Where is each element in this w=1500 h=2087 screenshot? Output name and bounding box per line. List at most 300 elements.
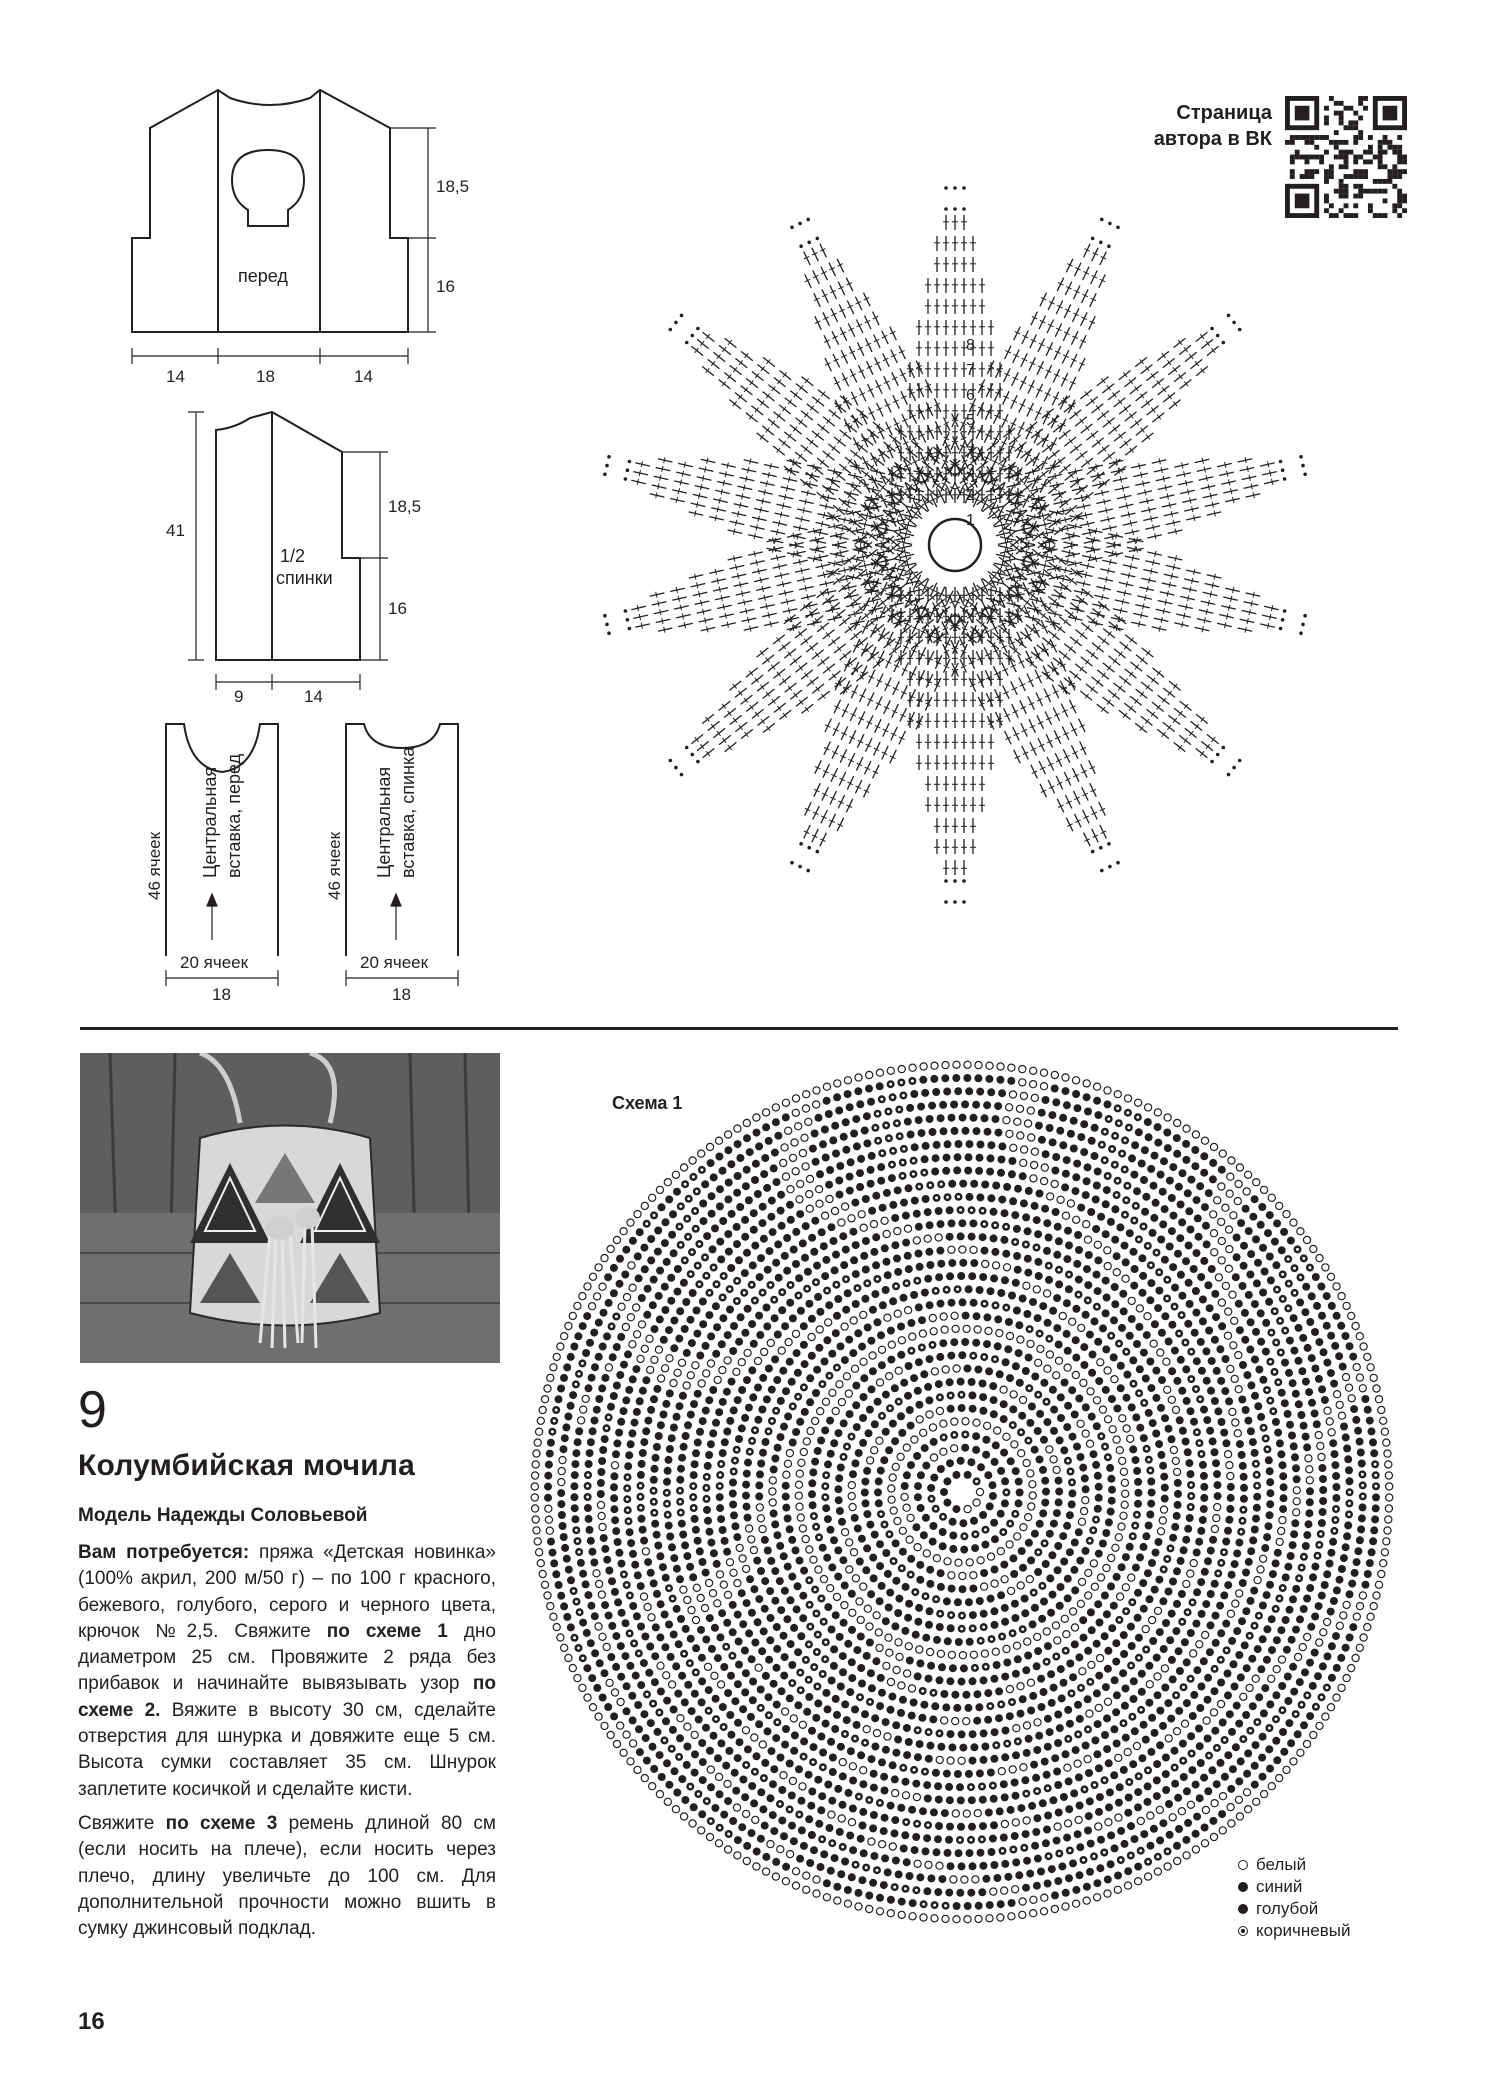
stitch-blue (830, 1662, 838, 1670)
stitch-white (1046, 1446, 1053, 1453)
stitch-white (871, 1447, 878, 1454)
double-crochet-stitch (741, 695, 753, 704)
stitch-crossbar (768, 612, 769, 618)
stitch-blue (1055, 1341, 1063, 1349)
stitch-white (848, 1493, 855, 1500)
schema1-dots (531, 1061, 1393, 1923)
stitch-crossbar (695, 574, 696, 580)
stitch-blue (1088, 1369, 1096, 1377)
stitch-crossbar (664, 627, 665, 633)
stitch-crossbar (1126, 581, 1127, 587)
stitch-blue (1161, 1484, 1169, 1492)
stitch-crossbar (1233, 587, 1234, 593)
stitch-blue (1080, 1343, 1088, 1351)
chain-stitch (1107, 842, 1111, 846)
stitch-brown (812, 1610, 820, 1618)
stitch-blue (1094, 1472, 1102, 1480)
stitch-blue (1002, 1358, 1010, 1366)
double-crochet-stitch (911, 640, 923, 649)
stitch-crossbar (1173, 520, 1174, 526)
stitch-crossbar (1253, 592, 1254, 598)
stitch-blue (929, 1538, 937, 1546)
double-crochet-stitch (744, 627, 759, 630)
stitch-brown-center (815, 1525, 818, 1528)
stitch-blue (1155, 1538, 1163, 1546)
double-crochet-stitch (719, 614, 734, 617)
stitch-crossbar (1034, 514, 1035, 520)
stitch-crossbar (1046, 530, 1047, 536)
chain-stitch (1281, 618, 1285, 622)
stitch-brown-center (1118, 1618, 1121, 1621)
stitch-white (842, 1529, 849, 1536)
stitch-crossbar (656, 592, 657, 598)
stitch-white (812, 1417, 819, 1424)
chain-stitch (806, 869, 810, 873)
stitch-brown-center (816, 1633, 819, 1636)
double-crochet-stitch (1103, 452, 1115, 461)
double-crochet-stitch (1205, 503, 1220, 506)
stitch-brown-center (1011, 1424, 1014, 1427)
stitch-white (894, 1517, 901, 1524)
stitch-blue (1034, 1427, 1042, 1435)
double-crochet-stitch (719, 735, 731, 744)
double-crochet-stitch (1075, 664, 1087, 673)
stitch-blue (981, 1541, 989, 1549)
stitch-brown-center (960, 1627, 963, 1630)
stitch-brown (991, 1355, 999, 1363)
stitch-blue (1113, 1405, 1121, 1413)
stitch-white (1013, 1642, 1020, 1649)
stitch-blue (1009, 1405, 1017, 1413)
stitch-white (931, 1368, 938, 1375)
double-crochet-stitch (859, 564, 874, 567)
double-crochet-stitch (1185, 352, 1197, 361)
stitch-blue (1129, 1445, 1137, 1453)
stitch-blue (960, 1664, 968, 1672)
stitch-blue (1082, 1403, 1090, 1411)
stitch-blue (1040, 1379, 1048, 1387)
stitch-blue (1080, 1361, 1088, 1369)
stitch-blue (790, 1624, 798, 1632)
double-crochet-stitch (658, 459, 673, 462)
stitch-blue (939, 1542, 947, 1550)
double-crochet-stitch (1087, 616, 1099, 625)
stitch-crossbar (1155, 533, 1156, 539)
stitch-blue (964, 1365, 972, 1373)
chain-stitch (1299, 455, 1303, 459)
double-crochet-stitch (1178, 605, 1193, 608)
stitch-brown (881, 1521, 889, 1529)
double-crochet-stitch (1059, 464, 1071, 473)
stitch-crossbar (1085, 512, 1086, 518)
stitch-blue (1107, 1508, 1115, 1516)
stitch-crossbar (995, 496, 996, 502)
stitch-blue (1031, 1530, 1039, 1538)
chain-stitch (1301, 464, 1305, 468)
stitch-blue (1095, 1550, 1103, 1558)
stitch-white (806, 1546, 813, 1553)
double-crochet-stitch (960, 606, 972, 615)
double-crochet-stitch (1178, 482, 1193, 485)
double-crochet-stitch (695, 601, 710, 604)
stitch-blue (755, 1492, 763, 1500)
double-crochet-stitch (1098, 636, 1110, 645)
star-crochet-chart (0, 0, 1500, 1030)
stitch-white (895, 1367, 902, 1374)
chain-stitch (628, 627, 632, 631)
stitch-blue (990, 1519, 998, 1527)
stitch-blue (960, 1546, 968, 1554)
stitch-crossbar (695, 511, 696, 517)
stitch-blue (906, 1657, 914, 1665)
stitch-crossbar (787, 485, 788, 491)
stitch-blue (1040, 1598, 1048, 1606)
stitch-crossbar (775, 546, 776, 552)
stitch-white (926, 1411, 933, 1418)
chain-stitch (816, 237, 820, 241)
stitch-crossbar (1206, 609, 1207, 615)
stitch-blue (848, 1658, 856, 1666)
stitch-blue (852, 1401, 860, 1409)
stitch-crossbar (1083, 503, 1084, 509)
stitch-white (1071, 1624, 1078, 1631)
stitch-blue (1071, 1539, 1079, 1547)
double-crochet-stitch (796, 418, 808, 427)
double-crochet-stitch (796, 697, 808, 706)
stitch-blue (770, 1510, 778, 1518)
stitch-blue (830, 1645, 838, 1653)
stitch-blue (991, 1621, 999, 1629)
stitch-blue (764, 1547, 772, 1555)
stitch-crossbar (740, 502, 741, 508)
stitch-blue (1140, 1543, 1148, 1551)
stitch-white (953, 1365, 960, 1372)
stitch-blue (841, 1582, 849, 1590)
stitch-brown (998, 1633, 1006, 1641)
front-dim-right-upper: 18,5 (436, 177, 470, 196)
stitch-blue (1009, 1554, 1017, 1562)
stitch-blue (989, 1492, 997, 1500)
stitch-brown-center (821, 1383, 824, 1386)
stitch-white (876, 1437, 883, 1444)
qr-code-icon[interactable] (1285, 96, 1407, 218)
stitch-white (1035, 1359, 1042, 1366)
chain-stitch (680, 773, 684, 777)
double-crochet-stitch (715, 490, 730, 493)
double-crochet-stitch (1157, 729, 1169, 738)
stitch-white (769, 1488, 776, 1495)
stitch-crossbar (1124, 590, 1125, 596)
stitch-brown (960, 1532, 968, 1540)
chain-stitch (1107, 244, 1111, 248)
stitch-blue (1095, 1483, 1103, 1491)
double-crochet-stitch (1124, 378, 1136, 387)
stitch-white (974, 1326, 981, 1333)
stitch-blue (882, 1428, 890, 1436)
stitch-blue (907, 1422, 915, 1430)
double-crochet-stitch (1070, 444, 1082, 453)
double-crochet-stitch (797, 509, 812, 512)
double-crochet-stitch (1130, 696, 1142, 705)
insert-front-height: 46 ячеек (145, 831, 164, 900)
stitch-brown (1034, 1548, 1042, 1556)
double-crochet-stitch (812, 397, 824, 406)
stitch-brown (821, 1655, 829, 1663)
stitch-blue (972, 1432, 980, 1440)
chain-stitch (962, 900, 966, 904)
stitch-blue (771, 1567, 779, 1575)
double-crochet-stitch (773, 635, 785, 644)
stitch-crossbar (723, 480, 724, 486)
stitch-blue (1031, 1373, 1039, 1381)
stitch-blue (914, 1672, 922, 1680)
double-crochet-stitch (1135, 357, 1147, 366)
double-crochet-stitch (1037, 564, 1052, 567)
stitch-blue (943, 1597, 951, 1605)
stitch-blue (1160, 1473, 1168, 1481)
stitch-white (876, 1379, 883, 1386)
stitch-crossbar (1165, 599, 1166, 605)
stitch-brown (1101, 1443, 1109, 1451)
back-label-line1: 1/2 (280, 546, 306, 566)
double-crochet-stitch (1097, 377, 1109, 386)
stitch-brown-center (1037, 1393, 1040, 1396)
stitch-crossbar (750, 458, 751, 464)
stitch-crossbar (1188, 595, 1189, 601)
stitch-blue (1161, 1495, 1169, 1503)
double-crochet-stitch (861, 611, 873, 620)
stitch-brown (1025, 1384, 1033, 1392)
stitch-brown (751, 1426, 759, 1434)
double-crochet-stitch (775, 513, 790, 516)
stitch-white (1097, 1359, 1104, 1366)
stitch-white (1014, 1533, 1021, 1540)
double-crochet-stitch (1152, 627, 1167, 630)
stitch-crossbar (1270, 614, 1271, 620)
stitch-crossbar (756, 525, 757, 531)
stitch-brown (958, 1612, 966, 1620)
stitch-white (942, 1366, 949, 1373)
chain-stitch (1279, 627, 1283, 631)
double-crochet-stitch (768, 696, 780, 705)
stitch-white (898, 1682, 905, 1689)
stitch-blue (796, 1557, 804, 1565)
double-crochet-stitch (818, 390, 830, 399)
stitch-blue (882, 1617, 890, 1625)
chain-stitch (953, 186, 957, 190)
stitch-brown-center (1043, 1542, 1046, 1545)
double-crochet-stitch (779, 496, 794, 499)
stitch-crossbar (639, 470, 640, 476)
stitch-brown (1002, 1488, 1010, 1496)
stitch-blue (982, 1451, 990, 1459)
stitch-crossbar (1102, 490, 1103, 496)
stitch-brown (1045, 1335, 1053, 1343)
stitch-crossbar (844, 567, 845, 573)
stitch-blue (990, 1410, 998, 1418)
stitch-crossbar (775, 538, 776, 544)
stitch-crossbar (1081, 590, 1082, 596)
stitch-blue (979, 1393, 987, 1401)
stitch-blue (936, 1676, 944, 1684)
stitch-white (848, 1482, 855, 1489)
stitch-crossbar (1149, 577, 1150, 583)
stitch-crossbar (725, 613, 726, 619)
row-number: 6 (966, 387, 975, 404)
stitch-crossbar (1272, 479, 1273, 485)
stitch-crossbar (1212, 582, 1213, 588)
stitch-brown (800, 1383, 808, 1391)
stitch-crossbar (766, 481, 767, 487)
stitch-blue (1063, 1423, 1071, 1431)
stitch-crossbar (1229, 605, 1230, 611)
insert-front-label-line1: Центральная (200, 766, 220, 878)
stitch-blue (891, 1384, 899, 1392)
stitch-blue (853, 1423, 861, 1431)
stitch-blue (1013, 1307, 1021, 1315)
double-crochet-stitch (828, 562, 843, 565)
stitch-crossbar (717, 578, 718, 584)
double-crochet-stitch (802, 377, 814, 386)
stitch-white (1043, 1628, 1050, 1635)
stitch-crossbar (789, 608, 790, 614)
stitch-crossbar (1075, 523, 1076, 529)
stitch-brown (928, 1495, 936, 1503)
article-paragraph-1: Вам потребуется: пряжа «Детская новинка» (100% акрил, 200 м/50 г) – по 100 г красного, бежевого, голубого, серого и черного цвета, крючок №2,5. Свяжите по схеме 1 дно диаметром 25 см. Провяжите 2 ряда без прибавок и начинайте вывязывать узор по схеме 2. Вяжите в высоту 30 см, сделайте отверстия для шнурка и довяжите еще 5 см. Высота сумки составляет 35 см. Шнурок заплетите косичкой и сделайте кисти. (78, 1542, 496, 1800)
double-crochet-stitch (757, 399, 769, 408)
stitch-white (783, 1471, 790, 1478)
stitch-brown (877, 1510, 885, 1518)
stitch-white (1019, 1396, 1026, 1403)
stitch-crossbar (1042, 513, 1043, 519)
chain-stitch (1299, 631, 1303, 635)
stitch-crossbar (1225, 622, 1226, 628)
stitch-blue (1014, 1655, 1022, 1663)
stitch-crossbar (773, 547, 774, 553)
stitch-blue (862, 1499, 870, 1507)
double-crochet-stitch (797, 578, 812, 581)
double-crochet-stitch (768, 419, 780, 428)
stitch-blue (1117, 1362, 1125, 1370)
stitch-white (1072, 1371, 1079, 1378)
stitch-white (798, 1459, 805, 1466)
chain-stitch (685, 746, 689, 750)
stitch-white (1069, 1318, 1076, 1325)
stitch-brown-center (1027, 1439, 1030, 1442)
stitch-blue (935, 1380, 943, 1388)
stitch-blue (1123, 1371, 1131, 1379)
chain-stitch (962, 186, 966, 190)
stitch-crossbar (840, 550, 841, 556)
double-crochet-stitch (1080, 390, 1092, 399)
stitch-white (1028, 1503, 1035, 1510)
stitch-blue (877, 1674, 885, 1682)
double-crochet-stitch (1119, 710, 1131, 719)
stitch-blue (763, 1395, 771, 1403)
stitch-blue (1063, 1330, 1071, 1338)
double-crochet-stitch (1176, 473, 1191, 476)
double-crochet-stitch (859, 523, 874, 526)
double-crochet-stitch (1117, 591, 1132, 594)
stitch-crossbar (1003, 531, 1004, 537)
double-crochet-stitch (1152, 379, 1164, 388)
stitch-blue (1048, 1551, 1056, 1559)
chain-stitch (1222, 746, 1226, 750)
double-crochet-stitch (1048, 631, 1060, 640)
row-number: 5 (966, 412, 975, 429)
stitch-crossbar (1007, 536, 1008, 542)
stitch-blue (771, 1597, 779, 1605)
double-crochet-stitch (1163, 393, 1175, 402)
double-crochet-stitch (691, 734, 703, 743)
stitch-brown-center (932, 1691, 935, 1694)
double-crochet-stitch (746, 379, 758, 388)
double-crochet-stitch (1180, 701, 1192, 710)
stitch-blue (832, 1329, 840, 1337)
stitch-crossbar (1122, 599, 1123, 605)
stitch-crossbar (1145, 489, 1146, 495)
double-crochet-stitch (746, 668, 758, 677)
stitch-crossbar (1171, 511, 1172, 517)
stitch-white (1117, 1593, 1124, 1600)
stitch-brown-center (1028, 1328, 1031, 1331)
chain-stitch (962, 879, 966, 883)
stitch-white (916, 1416, 923, 1423)
stitch-blue (922, 1514, 930, 1522)
stitch-white (1093, 1397, 1100, 1404)
chain-stitch (628, 460, 632, 464)
stitch-brown-center (900, 1567, 903, 1570)
double-crochet-stitch (1027, 479, 1042, 482)
stitch-blue (834, 1546, 842, 1554)
double-crochet-stitch (631, 480, 646, 483)
stitch-blue (817, 1437, 825, 1445)
stitch-crossbar (1036, 505, 1037, 511)
stitch-blue (957, 1457, 965, 1465)
stitch-brown (958, 1391, 966, 1399)
stitch-crossbar (1001, 522, 1002, 528)
stitch-white (875, 1629, 882, 1636)
double-crochet-stitch (1025, 470, 1040, 473)
stitch-white (930, 1328, 937, 1335)
stitch-crossbar (1128, 573, 1129, 579)
stitch-white (886, 1373, 893, 1380)
double-crochet-stitch (751, 406, 763, 415)
double-crochet-stitch (796, 384, 808, 393)
stitch-white (1082, 1430, 1089, 1437)
stitch-blue (968, 1378, 976, 1386)
chain-stitch (1108, 222, 1112, 226)
chain-stitch (674, 766, 678, 770)
stitch-crossbar (1108, 516, 1109, 522)
double-crochet-stitch (802, 704, 814, 713)
double-crochet-stitch (1098, 509, 1113, 512)
double-crochet-stitch (1199, 477, 1214, 480)
stitch-blue (852, 1382, 860, 1390)
double-crochet-stitch (691, 584, 706, 587)
stitch-white (1029, 1492, 1036, 1499)
stitch-blue (910, 1291, 918, 1299)
stitch-blue (784, 1515, 792, 1523)
double-crochet-stitch (812, 684, 824, 693)
double-crochet-stitch (771, 531, 786, 534)
stitch-blue (1037, 1675, 1045, 1683)
double-crochet-stitch (752, 709, 764, 718)
double-crochet-stitch (1064, 644, 1076, 653)
stitch-blue (781, 1587, 789, 1595)
stitch-brown (947, 1392, 955, 1400)
stitch-blue (1010, 1570, 1018, 1578)
